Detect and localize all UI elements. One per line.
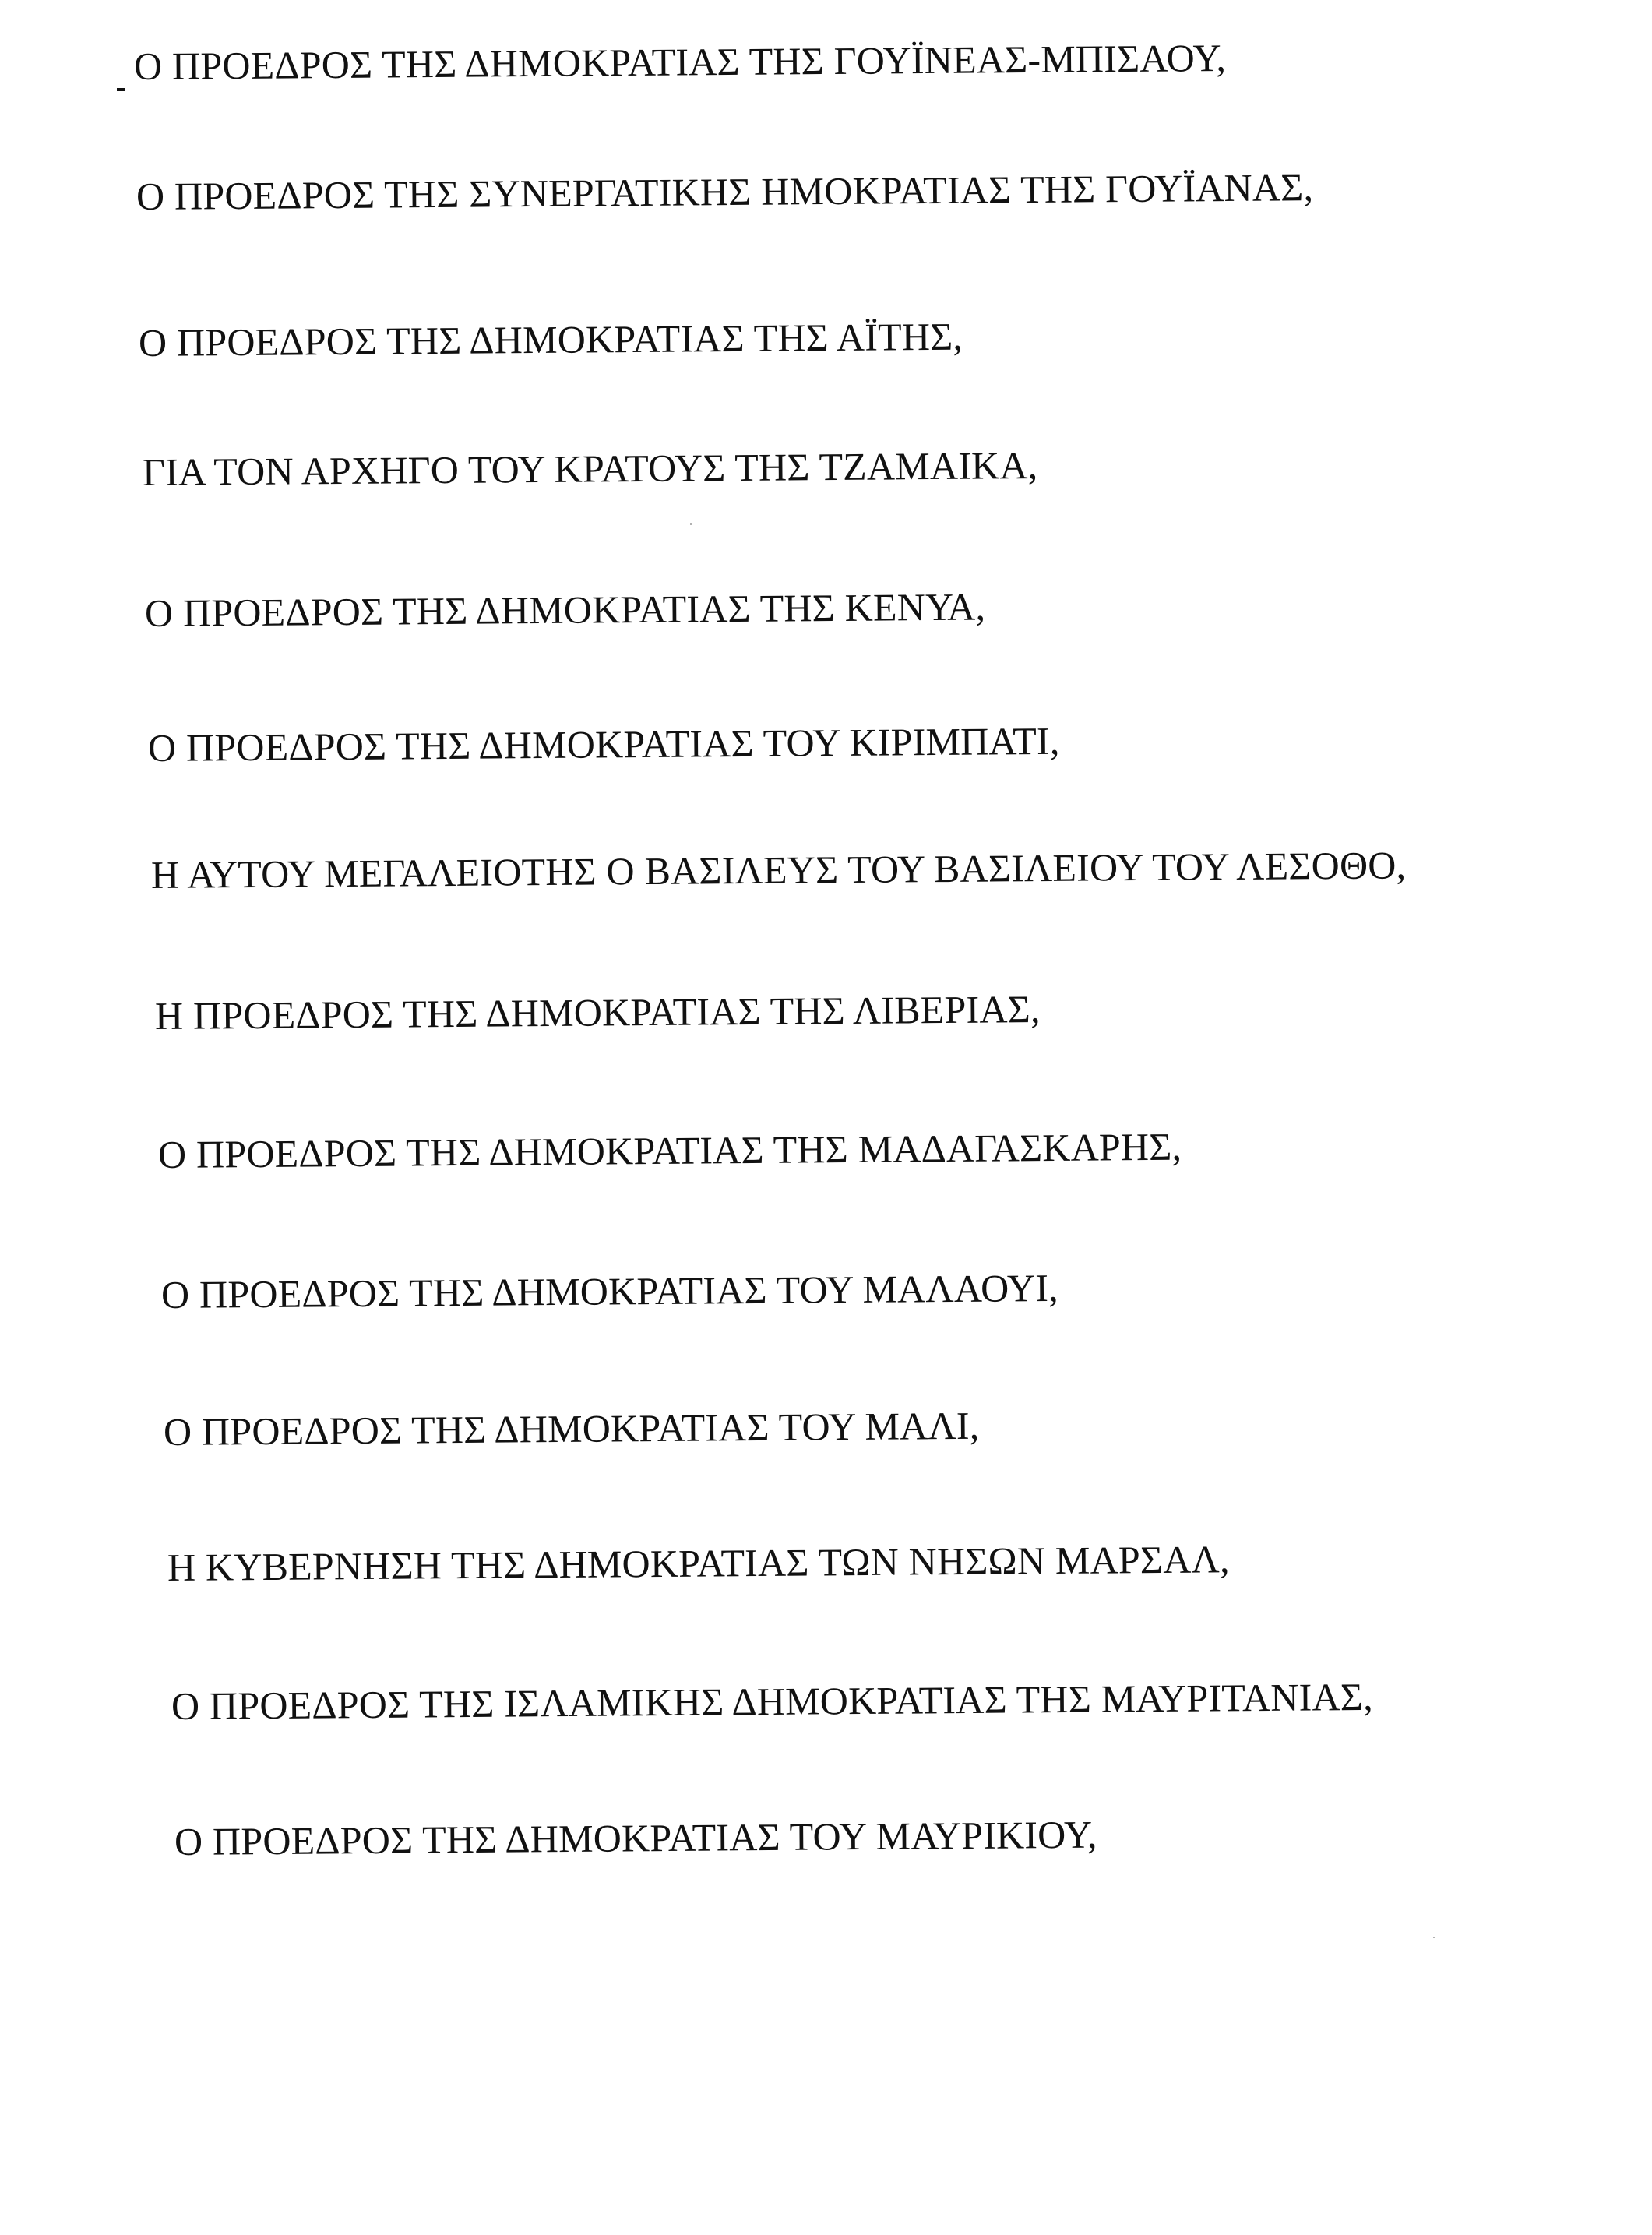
scan-speck	[1433, 1937, 1435, 1938]
text-line: Ο ΠΡΟΕΔΡΟΣ ΤΗΣ ΔΗΜΟΚΡΑΤΙΑΣ ΤΟΥ ΜΑΛΙ,	[163, 1403, 980, 1454]
text-line: Ο ΠΡΟΕΔΡΟΣ ΤΗΣ ΔΗΜΟΚΡΑΤΙΑΣ ΤΗΣ ΓΟΥΪΝΕΑΣ-ΜΠΙΣΑΟΥ,	[133, 35, 1227, 88]
text-line: Ο ΠΡΟΕΔΡΟΣ ΤΗΣ ΔΗΜΟΚΡΑΤΙΑΣ ΤΟΥ ΜΑΥΡΙΚΙΟΥ,	[174, 1812, 1097, 1863]
scan-speck	[690, 523, 692, 525]
text-line: Ο ΠΡΟΕΔΡΟΣ ΤΗΣ ΔΗΜΟΚΡΑΤΙΑΣ ΤΗΣ ΚΕΝΥΑ,	[144, 584, 986, 635]
text-line: Ο ΠΡΟΕΔΡΟΣ ΤΗΣ ΣΥΝΕΡΓΑΤΙΚΗΣ ΗΜΟΚΡΑΤΙΑΣ ΤΗΣ ΓΟΥΪΑΝΑΣ,	[136, 165, 1314, 218]
text-line: ΓΙΑ ΤΟΝ ΑΡΧΗΓΟ ΤΟΥ ΚΡΑΤΟΥΣ ΤΗΣ ΤΖΑΜΑΙΚΑ,	[142, 442, 1038, 494]
text-line: Ο ΠΡΟΕΔΡΟΣ ΤΗΣ ΔΗΜΟΚΡΑΤΙΑΣ ΤΗΣ ΑΪΤΗΣ,	[138, 314, 963, 365]
text-line: Ο ΠΡΟΕΔΡΟΣ ΤΗΣ ΔΗΜΟΚΡΑΤΙΑΣ ΤΗΣ ΜΑΔΑΓΑΣΚΑΡΗΣ,	[157, 1124, 1182, 1176]
scan-dash-mark	[117, 88, 125, 91]
text-line: Ο ΠΡΟΕΔΡΟΣ ΤΗΣ ΙΣΛΑΜΙΚΗΣ ΔΗΜΟΚΡΑΤΙΑΣ ΤΗΣ ΜΑΥΡΙΤΑΝΙΑΣ,	[171, 1674, 1373, 1728]
text-line: Η ΠΡΟΕΔΡΟΣ ΤΗΣ ΔΗΜΟΚΡΑΤΙΑΣ ΤΗΣ ΛΙΒΕΡΙΑΣ,	[154, 987, 1041, 1038]
text-line: Η ΑΥΤΟΥ ΜΕΓΑΛΕΙΟΤΗΣ Ο ΒΑΣΙΛΕΥΣ ΤΟΥ ΒΑΣΙΛΕΙΟΥ ΤΟΥ ΛΕΣΟΘΟ,	[150, 843, 1407, 897]
text-line: Η ΚΥΒΕΡΝΗΣΗ ΤΗΣ ΔΗΜΟΚΡΑΤΙΑΣ ΤΩΝ ΝΗΣΩΝ ΜΑΡΣΑΛ,	[167, 1537, 1230, 1589]
text-line: Ο ΠΡΟΕΔΡΟΣ ΤΗΣ ΔΗΜΟΚΡΑΤΙΑΣ ΤΟΥ ΜΑΛΑΟΥΙ,	[160, 1265, 1059, 1317]
text-line: Ο ΠΡΟΕΔΡΟΣ ΤΗΣ ΔΗΜΟΚΡΑΤΙΑΣ ΤΟΥ ΚΙΡΙΜΠΑΤΙ,	[147, 718, 1060, 770]
